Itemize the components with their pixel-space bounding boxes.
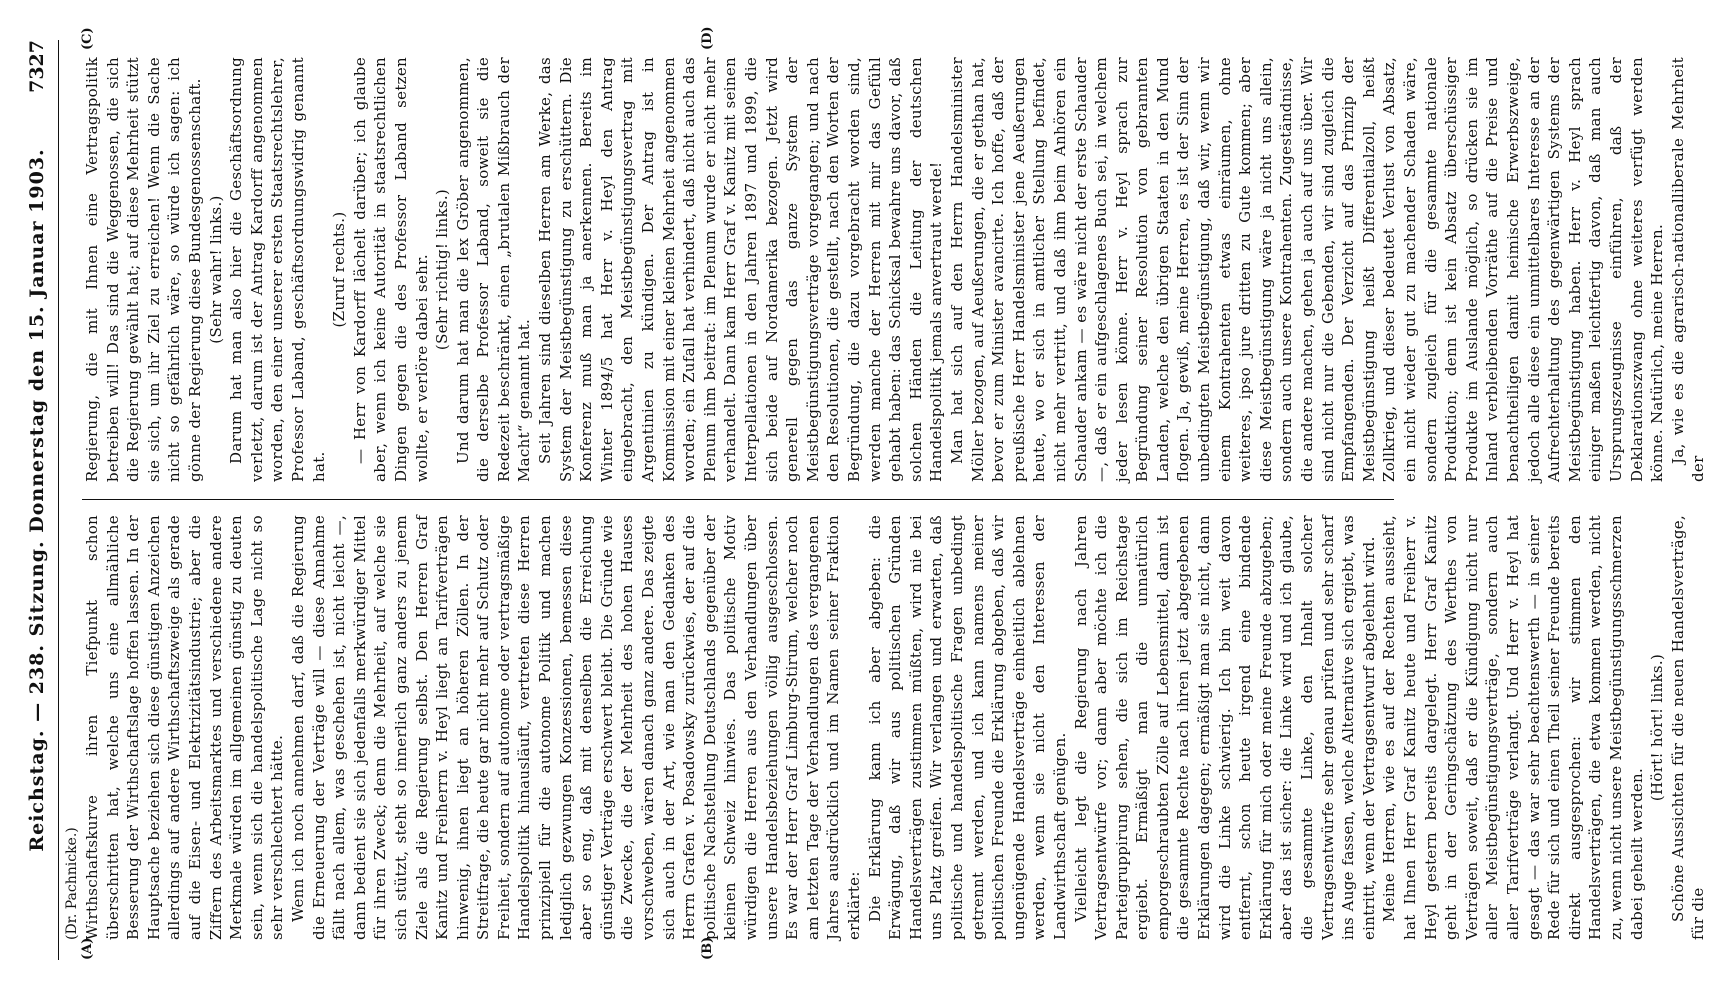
paragraph: Und darum hat man die lex Gröber angenommen, die derselbe Professor Laband, soweit sie die Redezeit beschränkt, einen „brutalen Mißbrauch der Macht“ genannt hat. xyxy=(453,57,534,482)
column-divider xyxy=(82,499,1394,500)
header-title: Reichstag. — 238. Sitzung. Donnerstag den 15. Januar 1903. xyxy=(26,148,48,852)
margin-mark-a: (A) xyxy=(80,937,95,960)
paragraph: Man hat sich auf den Herrn Handelsminister Möller bezogen, auf Aeußerungen, die er gethan hat, bevor er zum Minister avancirte. Ich hoffe, daß der preußische Herr Handelsminister jene Aeußerungen heute, wo er sich in amtlicher Stellung befindet, nicht mehr vertritt, und daß ihm beim Anhören ein Schauder ankam — es wäre nicht der erste Schauder —, daß er ein aufgeschlagenes Buch sei, in welchem jeder lesen könne. Herr v. Heyl sprach zur Begründung seiner Resolution von gebrannten Landen, welche den übrigen Staaten in den Mund flogen. Ja, gewiß, meine Herren, es ist der Sinn der unbedingten Meistbegünstigung, daß wir, wenn wir einem Kontrahenten etwas einräumen, ohne weiteres, ipso jure dritten zu Gute kommen; aber diese Meistbegünstigung wäre ja nicht uns allein, sondern auch unsere Kontrahenten. Zugeständnisse, die andere machen, gehen ja auch auf uns über. Wir sind nicht nur die Gebenden, wir sind zugleich die Empfangenden. Der Verzicht auf das Prinzip der Meistbegünstigung heißt Differentialzoll, heißt Zollkrieg, und dieser bedeutet Verlust von Absatz, ein nicht wieder gut zu machender Schaden wäre, sondern zugleich für die gesammte nationale Produktion; denn ist kein Absatz überschüssiger Produkte im Auslande möglich, so drücken sie im Inland verbleibenden Vorräthe auf die Preise und benachtheiligen damit heimische Erwerbszweige, jedoch alle diese ein unmittelbares Interesse an der Aufrechterhaltung des gegenwärtigen Systems der Meistbegünstigung haben. Herr v. Heyl sprach einiger maßen leichtfertig davon, daß man auch Ursprungszeugnisse einführen, daß der Deklarationszwang ohne weiteres verfügt werden könne. Natürlich, meine Herren. xyxy=(947,57,1667,482)
paragraph: Regierung, die mit Ihnen eine Vertragspolitik betreiben will! Das sind die Weggenossen, die sich die Regierung gewählt hat; auf diese Mehrheit stützt sie sich, um ihr Ziel zu erreichen! Wenn die Sache nicht so gefährlich wäre, so würde ich sagen: ich gönne der Regierung diese Bundesgenossenschaft. xyxy=(83,57,204,482)
paragraph: Schöne Aussichten für die neuen Handelsverträge, für die xyxy=(1668,515,1708,940)
paragraph: Meine Herren, wie es auf der Rechten aussieht, hat Ihnen Herr Graf Kanitz heute und Freiherr v. Heyl gestern bereits dargelegt. Herr Graf Kanitz geht in der Geringschätzung des Werthes von Verträgen soweit, daß er die Kündigung nicht nur aller Meistbegünstigungsverträge, sondern auch aller Tarifverträge verlangt. Und Herr v. Heyl hat gesagt — das war sehr beachtenswerth — in seiner Rede für sich und einen Theil seiner Freunde bereits direkt ausgesprochen: wir stimmen den Handelsverträgen, die etwa kommen werden, nicht zu, wenn nicht unsere Meistbegünstigungsschmerzen dabei geheilt werden. xyxy=(1380,514,1646,940)
paragraph: Seit Jahren sind dieselben Herren am Werke, das System der Meistbegünstigung zu erschüttern. Die Konferenz muß man ja anerkennen. Bereits im Winter 1894/5 hat Herr v. Heyl den Antrag eingebracht, den Meistbegünstigungsvertrag mit Argentinien zu kündigen. Der Antrag ist in Kommission mit einer kleinen Mehrheit angenommen worden; ein Zufall hat verhindert, daß nicht auch das Plenum ihm beitrat: im Plenum wurde er nicht mehr verhandelt. Dann kam Herr Graf v. Kanitz mit seinen Interpellationen in den Jahren 1897 und 1899, die sich beide auf Nordamerika bezogen. Jetzt wird generell gegen das ganze System der Meistbegünstigungsverträge vorgegangen; und nach den Resolutionen, die gestellt, nach den Worten der Begründung, die dazu vorgebracht worden sind, werden manche der Herren mit mir das Gefühl gehabt haben: das Schicksal bewahre uns davor, daß solchen Händen die Leitung der deutschen Handelspolitik jemals anvertraut werde! xyxy=(536,57,946,482)
left-column xyxy=(82,515,1709,940)
margin-mark-d: (D) xyxy=(700,26,715,50)
quoted-paragraph: Die Erklärung kann ich aber abgeben: die Erwägung, daß wir aus politischen Gründen Handelsverträgen zustimmen müßten, wird nie bei uns Platz greifen. Wir verlangen und erwarten, daß politische und handelspolitische Fragen unbedingt getrennt werden, und ich kann namens meiner politischen Freunde die Erklärung abgeben, daß wir ungenügende Handelsverträge einheitlich ablehnen werden, wenn sie nicht den Interessen der Landwirthschaft genügen. xyxy=(865,515,1069,940)
speaker-name: (Dr. Pachnicke.) xyxy=(64,827,80,940)
margin-mark-b: (B) xyxy=(700,936,715,960)
interjection: (Hört! hört! links.) xyxy=(1648,653,1667,802)
page-header xyxy=(18,40,59,960)
paragraph: Wirthschaftskurve ihren Tiefpunkt schon überschritten hat, welche uns eine allmähliche Besserung der Wirthschaftslage hoffen lassen. In der Hauptsache beziehen sich diese günstigen Anzeichen allerdings auf andere Wirthschaftszweige als gerade auf die Eisen- und Elektrizitätsindustrie; aber die Ziffern des Arbeitsmarktes und verschiedene andere Merkmale würden im allgemeinen günstig zu deuten sein, wenn sich die handelspolitische Lage nicht so sehr verschlechtert hätte. xyxy=(83,515,287,940)
paragraph: Ja, wie es die agrarisch-nationalliberale Mehrheit der xyxy=(1668,57,1708,482)
page-number: 7327 xyxy=(26,40,48,93)
margin-mark-c: (C) xyxy=(80,27,95,50)
interjection: (Sehr wahr! links.) xyxy=(206,195,225,344)
paragraph: Vielleicht legt die Regierung nach Jahren Vertragsentwürfe vor; dann aber möchte ich die Parteigruppirung sehen, die sich im Reichstage ergiebt. Ermäßigt man die unnatürlich emporgeschraubten Zölle auf Lebensmittel, dann ist die gesammte Rechte nach ihren jetzt abgegebenen Erklärungen dagegen; ermäßigt man sie nicht, dann wird die Linke schwierig. Ich bin weit davon entfernt, schon heute irgend eine bindende Erklärung für mich oder meine Freunde abzugeben; aber das ist sicher: die Linke wird und ich glaube, die gesammte Linke, den Inhalt solcher Vertragsentwürfe sehr genau prüfen und sehr scharf ins Auge fassen, welche Alternative sich ergiebt, was eintritt, wenn der Vertragsentwurf abgelehnt wird. xyxy=(1071,515,1378,940)
right-column xyxy=(82,57,1709,482)
interjection: (Sehr richtig! links.) xyxy=(433,188,452,351)
paragraph: — Herr von Kardorff lächelt darüber; ich glaube aber, wenn ich keine Autorität in staatsrechtlichen Dingen gegen die des Professor Laband setzen wollte, er verlöre dabei sehr. xyxy=(350,57,431,482)
interjection: (Zuruf rechts.) xyxy=(330,211,349,328)
paragraph: Wenn ich noch annehmen darf, daß die Regierung die Erneuerung der Verträge will — diese Annahme fällt nach allem, was geschehen ist, nicht leicht —, dann bedient sie sich jedenfalls merkwürdiger Mittel für ihren Zweck; denn die Mehrheit, auf welche sie sich stützt, steht so innerlich ganz anders zu jenem Ziele als die Regierung selbst. Den Herren Graf Kanitz und Freiherrn v. Heyl liegt an Tarifverträgen hinwenig, ihnen liegt an höheren Zöllen. In der Streitfrage, die heute gar nicht mehr auf Schutz oder Freiheit, sondern auf autonome oder vertragsmäßige Handelspolitik hinausläuft, vertreten diese Herren prinzipiell für die autonome Politik und machen lediglich gezwungen Konzessionen, bemessen diese aber so eng, daß mit denselben die Erreichung günstiger Verträge erschwert bleibt. Die Gründe wie die Zwecke, die der Mehrheit des hohen Hauses vorschweben, wären danach ganz andere. Das zeigte sich auch in der Art, wie man den Gedanken des Herrn Grafen v. Posadowsky zurückwies, der auf die politische Nachstellung Deutschlands gegenüber der kleinen Schweiz hinwies. Das politische Motiv würdigen die Herren aus den Verhandlungen über unsere Handelsbeziehungen völlig ausgeschlossen. Es war der Herr Graf Limburg-Stirum, welcher noch am letzten Tage der Verhandlungen des vergangenen Jahres ausdrücklich und im Namen seiner Fraktion erklärte: xyxy=(288,515,863,940)
paragraph: Darum hat man also hier die Geschäftsordnung verletzt, darum ist der Antrag Kardorff angenommen worden, den einer unserer ersten Staatsrechtslehrer, Professor Laband, geschäftsordnungswidrig genannt hat. xyxy=(227,57,328,482)
